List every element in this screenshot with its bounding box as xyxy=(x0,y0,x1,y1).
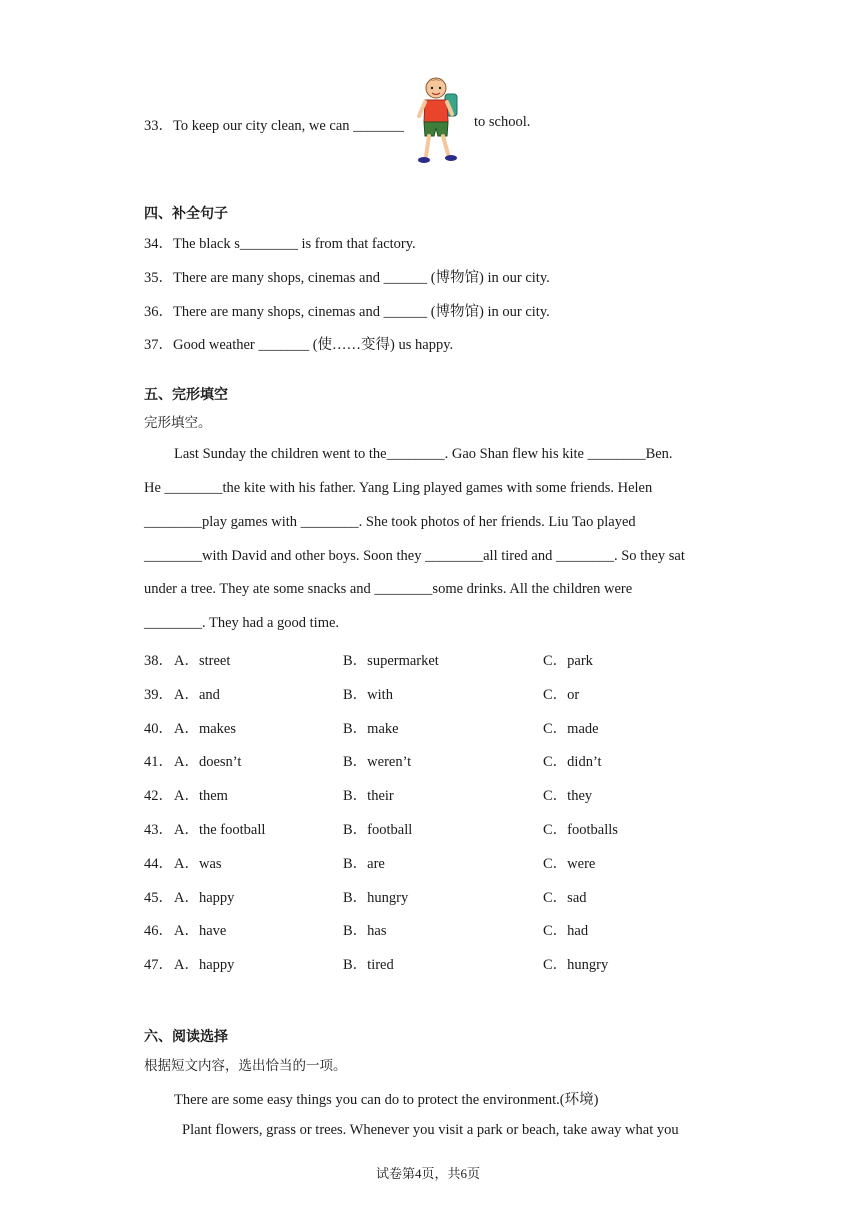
question-47-options xyxy=(144,953,744,973)
option-a[interactable]: A．the football xyxy=(174,822,266,838)
option-c[interactable]: C．were xyxy=(543,856,596,872)
option-b[interactable]: B．supermarket xyxy=(343,653,439,669)
option-b[interactable]: B．tired xyxy=(343,957,394,973)
option-c[interactable]: C．park xyxy=(543,653,593,669)
question-39-options xyxy=(144,683,744,703)
reading-line: Plant flowers, grass or trees. Whenever you visit a park or beach, take away what you xyxy=(182,1122,679,1138)
question-40-options xyxy=(144,717,744,737)
question-number: 44． xyxy=(144,856,173,872)
section-6-heading: 六、阅读选择 xyxy=(144,1029,228,1045)
option-a[interactable]: A．happy xyxy=(174,957,235,973)
option-c[interactable]: C．didn’t xyxy=(543,754,602,770)
option-b[interactable]: B．weren’t xyxy=(343,754,412,770)
passage-line: Last Sunday the children went to the________. Gao Shan flew his kite ________Ben. xyxy=(174,446,673,462)
page-footer: 试卷第4页，共6页 xyxy=(376,1166,481,1181)
question-34: 34．The black s________ is from that factory. xyxy=(144,236,416,252)
section-4-heading: 四、补全句子 xyxy=(144,206,228,222)
question-36: 36．There are many shops, cinemas and ______ (博物馆) in our city. xyxy=(144,304,550,320)
option-a[interactable]: A．have xyxy=(174,923,227,939)
question-33-text: 33．To keep our city clean, we can _______ xyxy=(144,118,404,134)
question-35: 35．There are many shops, cinemas and ______ (博物馆) in our city. xyxy=(144,270,550,286)
option-b[interactable]: B．hungry xyxy=(343,890,409,906)
option-b[interactable]: B．their xyxy=(343,788,394,804)
option-a[interactable]: A．them xyxy=(174,788,228,804)
question-number: 42． xyxy=(144,788,173,804)
question-46-options xyxy=(144,919,744,939)
question-44-options xyxy=(144,852,744,872)
option-c[interactable]: C．footballs xyxy=(543,822,618,838)
passage-line: He ________the kite with his father. Yang Ling played games with some friends. Helen xyxy=(144,480,653,496)
question-number: 39． xyxy=(144,687,173,703)
option-c[interactable]: C．made xyxy=(543,721,599,737)
option-b[interactable]: B．make xyxy=(343,721,399,737)
option-a[interactable]: A．doesn’t xyxy=(174,754,242,770)
option-b[interactable]: B．are xyxy=(343,856,385,872)
option-c[interactable]: C．hungry xyxy=(543,957,609,973)
passage-line: ________. They had a good time. xyxy=(144,615,340,631)
section-6-instruction: 根据短文内容，选出恰当的一项。 xyxy=(144,1058,347,1074)
option-b[interactable]: B．with xyxy=(343,687,393,703)
question-number: 45． xyxy=(144,890,173,906)
option-c[interactable]: C．sad xyxy=(543,890,587,906)
option-b[interactable]: B．football xyxy=(343,822,413,838)
question-38-options xyxy=(144,649,744,669)
passage-line: under a tree. They ate some snacks and ________some drinks. All the children were xyxy=(144,581,633,597)
boy-walking-illustration xyxy=(412,72,468,168)
boy-walking-icon xyxy=(412,72,468,168)
question-number: 46． xyxy=(144,923,173,939)
question-41-options xyxy=(144,750,744,770)
option-c[interactable]: C．had xyxy=(543,923,589,939)
question-number: 38． xyxy=(144,653,173,669)
question-number: 40． xyxy=(144,721,173,737)
option-a[interactable]: A．happy xyxy=(174,890,235,906)
section-5-instruction: 完形填空。 xyxy=(144,415,212,431)
question-37: 37．Good weather _______ (使……变得) us happy. xyxy=(144,337,454,353)
passage-line: ________with David and other boys. Soon they ________all tired and ________. So they sat xyxy=(144,548,685,564)
question-number: 43． xyxy=(144,822,173,838)
option-a[interactable]: A．and xyxy=(174,687,220,703)
question-number: 47． xyxy=(144,957,173,973)
option-c[interactable]: C．they xyxy=(543,788,593,804)
option-a[interactable]: A．makes xyxy=(174,721,237,737)
option-c[interactable]: C．or xyxy=(543,687,580,703)
question-number: 41． xyxy=(144,754,173,770)
section-5-heading: 五、完形填空 xyxy=(144,387,228,403)
question-33-text-after: to school. xyxy=(474,114,531,130)
question-45-options xyxy=(144,886,744,906)
option-b[interactable]: B．has xyxy=(343,923,387,939)
reading-line: There are some easy things you can do to protect the environment.(环境) xyxy=(174,1092,599,1108)
question-43-options xyxy=(144,818,744,838)
option-a[interactable]: A．street xyxy=(174,653,231,669)
question-42-options xyxy=(144,784,744,804)
option-a[interactable]: A．was xyxy=(174,856,222,872)
passage-line: ________play games with ________. She took photos of her friends. Liu Tao played xyxy=(144,514,636,530)
